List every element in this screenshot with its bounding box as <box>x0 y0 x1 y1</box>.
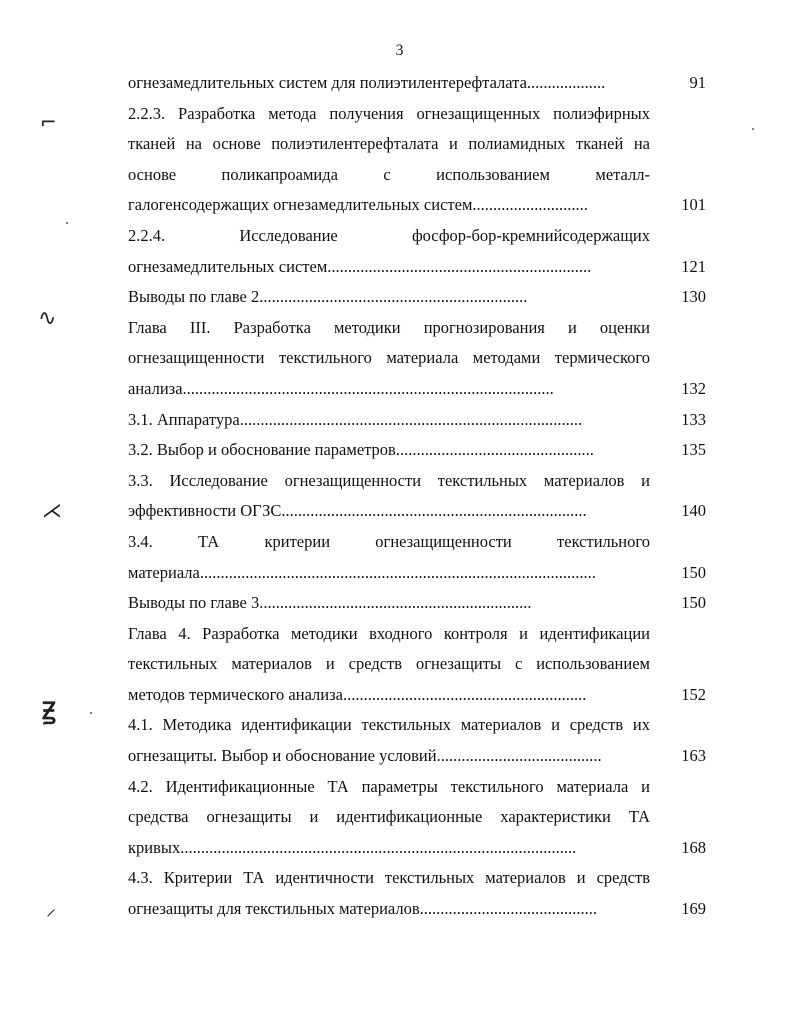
table-of-contents <box>128 68 706 925</box>
toc-entry-line: эффективности ОГЗС.......................................................................... <box>128 501 587 521</box>
toc-entry-line: 4.1. Методика идентификации текстильных материалов и средств их <box>128 715 650 735</box>
toc-entry <box>128 282 706 313</box>
toc-page-number: 130 <box>681 287 706 307</box>
toc-entry-line: 3.2. Выбор и обоснование параметров................................................ <box>128 440 594 460</box>
toc-entry <box>128 435 706 466</box>
toc-entry-line: Глава III. Разработка методики прогнозирования и оценки <box>128 317 650 337</box>
toc-page-number: 168 <box>681 837 706 857</box>
margin-mark: ⌐ <box>40 110 57 134</box>
toc-entry-line: галогенсодержащих огнезамедлительных систем............................ <box>128 195 588 215</box>
toc-entry-line: кривых................................................................................................ <box>128 837 577 857</box>
page-number: 3 <box>395 42 404 59</box>
toc-entry <box>128 68 706 99</box>
toc-page-number: 140 <box>681 501 706 521</box>
toc-page-number: 150 <box>681 593 706 613</box>
toc-entry-line: текстильных материалов и средств огнезащиты с использованием <box>128 654 650 674</box>
toc-entry-line: материала................................................................................................ <box>128 562 596 582</box>
toc-entry <box>128 588 706 619</box>
margin-mark: Ꙃ <box>42 697 56 725</box>
toc-entry <box>128 772 706 864</box>
toc-entry-text <box>128 68 650 99</box>
toc-entry-text <box>128 527 650 588</box>
toc-entry-line: огнезащиты. Выбор и обоснование условий........................................ <box>128 746 602 766</box>
toc-entry <box>128 99 706 221</box>
toc-page-number: 150 <box>681 562 706 582</box>
scan-speck <box>90 712 92 714</box>
toc-entry-line: основе поликапроамида с использованием металл- <box>128 164 650 184</box>
toc-entry-text <box>128 405 650 436</box>
toc-entry-line: огнезащиты для текстильных материалов........................................... <box>128 899 598 919</box>
toc-page-number: 133 <box>681 409 706 429</box>
toc-page-number: 152 <box>681 684 706 704</box>
margin-mark: ⸝ <box>46 896 56 920</box>
toc-entry-text <box>128 772 650 864</box>
toc-entry-text <box>128 863 650 924</box>
toc-page-number: 91 <box>689 73 706 92</box>
toc-entry <box>128 313 706 405</box>
toc-page-number: 135 <box>681 440 706 460</box>
toc-entry-line: 4.3. Критерии ТА идентичности текстильных материалов и средств <box>128 868 650 888</box>
toc-entry-line: 2.2.4. Исследование фосфор-бор-кремнийсодержащих <box>128 225 650 245</box>
toc-entry-line: средства огнезащиты и идентификационные характеристики ТА <box>128 807 650 827</box>
toc-entry-line: 3.1. Аппаратура................................................................................... <box>128 409 583 429</box>
margin-mark: ⋌ <box>42 498 62 522</box>
toc-entry-text <box>128 282 650 313</box>
toc-entry <box>128 863 706 924</box>
toc-entry-text <box>128 99 650 221</box>
toc-entry-line: Выводы по главе 2................................................................. <box>128 287 528 307</box>
toc-page-number: 101 <box>681 195 706 215</box>
toc-entry <box>128 221 706 282</box>
toc-entry-line: огнезамедлительных систем для полиэтилентерефталата................... <box>128 73 606 92</box>
toc-page-number: 163 <box>681 746 706 766</box>
toc-entry <box>128 405 706 436</box>
toc-entry-line: 2.2.3. Разработка метода получения огнезащищенных полиэфирных <box>128 103 650 123</box>
margin-mark: ∿ <box>38 306 57 331</box>
toc-entry-text <box>128 588 650 619</box>
toc-entry <box>128 710 706 771</box>
toc-entry-line: 3.4. ТА критерии огнезащищенности текстильного <box>128 531 650 551</box>
toc-entry-line: анализа.......................................................................................... <box>128 378 554 398</box>
toc-entry-text <box>128 221 650 282</box>
toc-entry <box>128 619 706 711</box>
toc-entry <box>128 466 706 527</box>
toc-entry-text <box>128 313 650 405</box>
scan-speck <box>66 222 68 224</box>
toc-entry-text <box>128 619 650 711</box>
toc-entry <box>128 527 706 588</box>
toc-entry-text <box>128 466 650 527</box>
toc-page-number: 121 <box>681 256 706 276</box>
toc-page-number: 132 <box>681 378 706 398</box>
toc-entry-line: Выводы по главе 3.................................................................. <box>128 593 532 613</box>
toc-page-number: 169 <box>681 899 706 919</box>
toc-entry-line: огнезащищенности текстильного материала методами термического <box>128 348 650 368</box>
toc-entry-text <box>128 435 650 466</box>
toc-entry-line: 4.2. Идентификационные ТА параметры текстильного материала и <box>128 776 650 796</box>
toc-entry-line: тканей на основе полиэтилентерефталата и полиамидных тканей на <box>128 134 650 154</box>
toc-entry-line: методов термического анализа........................................................... <box>128 684 587 704</box>
toc-entry-text <box>128 710 650 771</box>
scan-speck <box>752 128 754 130</box>
toc-entry-line: 3.3. Исследование огнезащищенности текстильных материалов и <box>128 470 650 490</box>
toc-entry-line: огнезамедлительных систем................................................................ <box>128 256 592 276</box>
toc-entry-line: Глава 4. Разработка методики входного контроля и идентификации <box>128 623 650 643</box>
